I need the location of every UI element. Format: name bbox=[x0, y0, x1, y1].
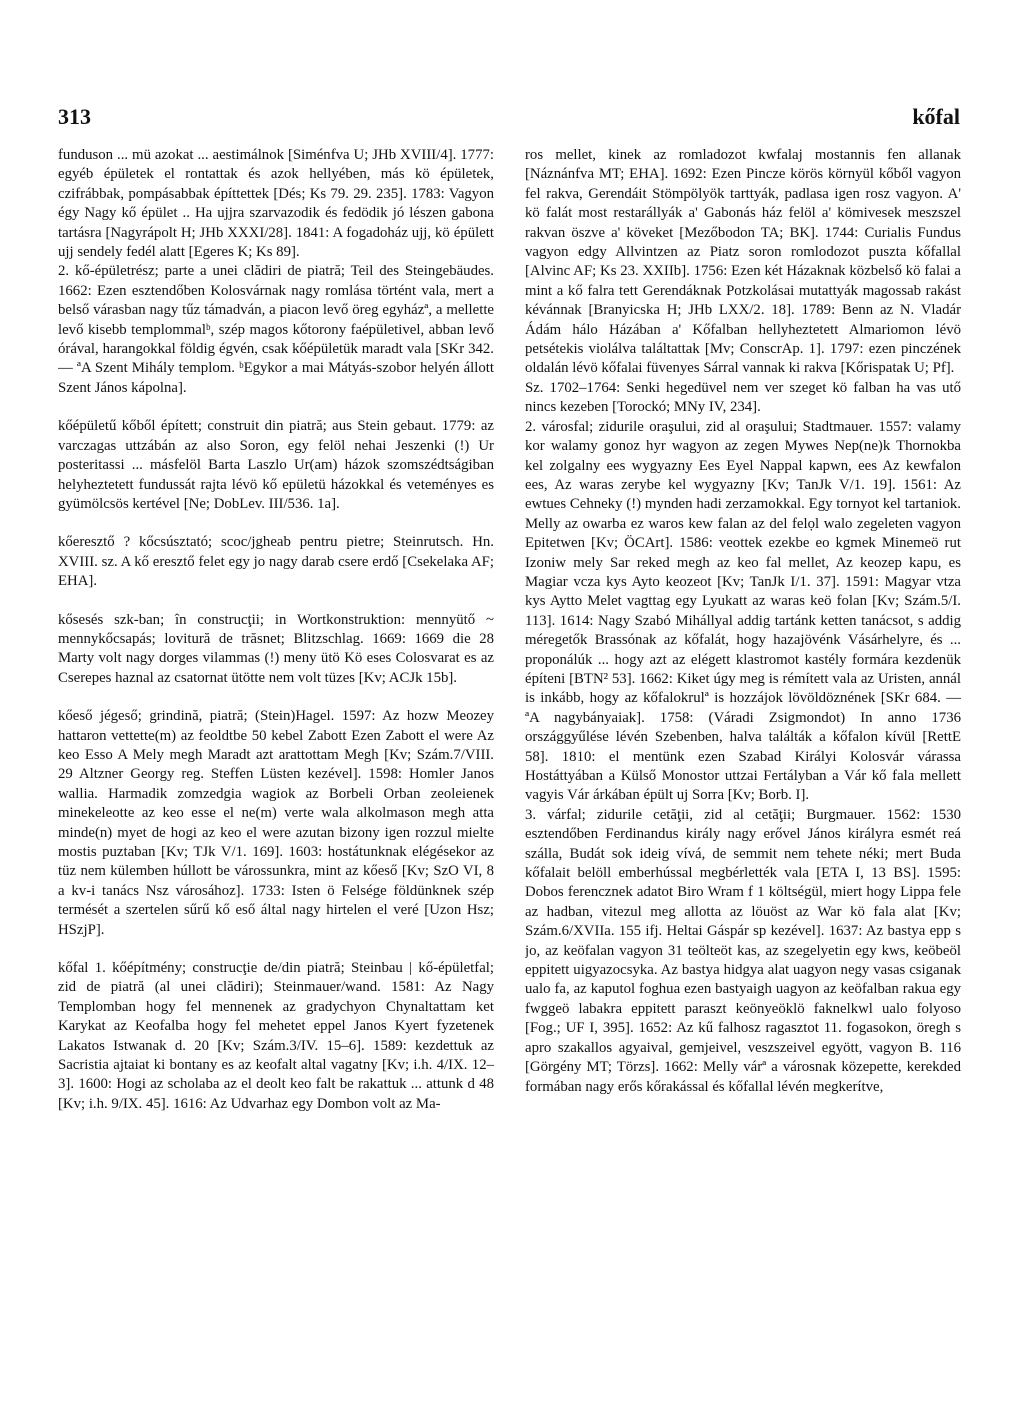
dictionary-entry: kősesés szk-ban; în construcţii; in Wortkonstruktion: mennyütő ~ mennykőcsapás; lovitură de trăsnet; Blitzschlag. 1669: 1669 die 28 Marty volt nagy dorges vilammas (!) meny ütö Kö eses Colosvarat es az Cserepes haznal az csatornat ütötte nem volt tüzes [Kv; ACJk 15b]. bbox=[58, 611, 494, 686]
dictionary-entry: ros mellet, kinek az romladozot kwfalaj mostannis fen allanak [Náznánfva MT; EHA]. 1692: Ezen Pincze körös környül kőből vagyon fel rakva, Gerendáit Stömpölyök tarttyák, padlasa igen rosz vagyon. A' kö falát most restarállyák a' Gabonás ház felöl a' kömivesek meszszel rakvan öszve a' köveket [Mezőbodon TA; BK]. 1744: Curialis Fundus vagyon edgy Allvintzen az Piatz soron romlodozot puszta kőfallal [Alvinc AF; Ks 23. XXIIb]. 1756: Ezen két Házaknak közbelső kö falai a mint a kő falra tett Gerendáknak Potzkolásai mutattyák magossab rakást kévánnak [Branyicska H; JHb LXX/2. 18]. 1789: Benn az N. Vladár Ádám hálo Házában a' Kőfalban hellyheztetett Almariomon lévö petsétekis violálva találtattak [Mv; ConscrAp. 1]. 1797: ezen pinczének oldalán lévö kőfalai füvenyes Sárral vannak ki rakva [Kőrispatak U; Pf]. bbox=[525, 147, 961, 377]
running-headword: kőfal bbox=[912, 104, 960, 129]
dictionary-entry: 2. városfal; zidurile oraşului, zid al oraşului; Stadtmauer. 1557: valamy kor walamy gonoz hyr wagyon az zegen Mywes Nep(ne)k Thornokba kel zolgalny ees wygyazny Ees Eyel Nappal kapwn, ees Az kewfalon ees, Az waras zerybe kel wygyazny [Kv; TanJk V/1. 19]. 1561: Az ewtues Cehneky (!) mynden hadi zerzamokkal. Egy tornyot kel tartaniok. Melly az owarba ez waros kew falan az del felọl walo zegeleten vagyon Epitetwen [Kv; ÖCArt]. 1586: veottek ezekbe eo kgmek Minemeö rut Izoniw mely Sar reked megh az keo fal mellet, Az keozep kapu, es Magiar vcza kys Ayto keozeot [Kv; TanJk I/1. 37]. 1591: Magyar vtza kys Aytto Melet vagttag egy Lyukatt az waras keö folan [Kv; Szám.5/I. 113]. 1614: Nagy Szabó Mihállyal addig tartánk ketten tanácsot, s addig méregetők Brassónak az kőfalát, hogy hazajövénk Vásárhelyre, és ... proponálúk ... hogy azt az elégett klastromot kastély formára kezdenük építeni [BTN² 53]. 1662: Kiket úgy meg is rémített vala az Uristen, annál is inkább, hogy az kőfalokrulª is hozzájok lövöldöznének [SKr 684. — ªA nagybányaiak]. 1758: (Váradi Zsigmondot) In anno 1736 országgyűlése lévén Szebenben, halva találták a kőfalon kívül [RettE 58]. 1810: el mentünk ezen Szabad Királyi Kolosvár várassa Hostáttyában a Külső Monostor uttzai Fertályban a Vár kő fala mellett vagyis Vár árkában épült uj Sorra [Kv; Borb. I]. bbox=[525, 418, 961, 804]
dictionary-entry: funduson ... mü azokat ... aestimálnok [Siménfva U; JHb XVIII/4]. 1777: egyéb épületek el rontattak és azok hellyében, más kö épületek, czifrábbak, pompásabbak építtettek [Dés; Ks 79. 29. 235]. 1783: Vagyon égy Nagy kő épület .. Ha ujjra szarvazodik és fedödik jó lészen gabona tartásra [Nagyrápolt H; JHb XXXI/28]. 1841: A fogadoház ujj, kö épülett ujj sendely fedél alatt [Egeres K; Ks 89]. bbox=[58, 147, 494, 261]
dictionary-entry: 2. kő-épületrész; parte a unei clădiri de piatră; Teil des Steingebäudes. 1662: Ezen esztendőben Kolosvárnak nagy romlása történt vala, mert a belső várasban nagy tűz támadván, a piacon levő öreg egyházª, a mellette levő kisebb templommalᵇ, szép magos kőtorony faépületivel, abban levő órával, harangokkal földig égvén, csak kőépületük maradt vala [SKr 342. — ªA Szent Mihály templom. ᵇEgykor a mai Mátyás-szobor helyén állott Szent János kápolna]. bbox=[58, 263, 494, 396]
dictionary-entry: kőeresztő ? kőcsúsztató; scoc/jgheab pentru pietre; Steinrutsch. Hn. XVIII. sz. A kő eresztő felet egy jo nagy darab csere erdő [Csekelaka AF; EHA]. bbox=[58, 534, 494, 590]
dictionary-entry: kőfal 1. kőépítmény; construcţie de/din piatră; Steinbau | kő-épületfal; zid de piatră (al unei clădiri); Steinmauer/wand. 1581: Az Nagy Templomban hogy fel mennenek az gradychyon Chynaltattam ket Karykat az Keofalba hogy fel mehetet eppel Janos Kyert fyzetenek Lakatos Istwanak d. 20 [Kv; Szám.3/IV. 15–6]. 1589: kezdettuk az Sacristia ajtaiat ki bontany es az keofalt altal vagatny [Kv; i.h. 4/IX. 12–3]. 1600: Hogi az scholaba az el deolt keo falt be rakattuk ... attunk d 48 [Kv; i.h. 9/IX. 45]. 1616: Az Udvarhaz egy Dombon volt az Ma- bbox=[58, 960, 494, 1112]
dictionary-entry: kőépületű kőből épített; construit din piatră; aus Stein gebaut. 1779: az varczagas uttzábán az also Soron, egy felöl nehai Jeszenki (!) Ur posteritassi ... másfelöl Barta Laszlo Ur(am) házok szomszédtságiban helyheztetett fundussát rajta lévö kő epületü házokkal és veteményes es gyümölcsös kertével [Ne; DobLev. III/536. 1a]. bbox=[58, 418, 494, 512]
dictionary-entry: Sz. 1702–1764: Senki hegedüvel nem ver szeget kö falban ha vas utő nincs kezeben [Torockó; MNy IV, 234]. bbox=[525, 379, 961, 416]
page-number: 313 bbox=[58, 104, 91, 129]
left-column bbox=[58, 146, 494, 1396]
dictionary-entry: 3. várfal; zidurile cetăţii, zid al cetăţii; Burgmauer. 1562: 1530 esztendőben Ferdinandus király nagy erővel János királyra esmét reá szálla, Budát sok ideig vívá, de semmit nem tehete néki; mert Buda kőfalait belöll emberhússal megbérlették vala [ETA I, 13 BS]. 1595: Dobos ferencznek adatot Biro Wram f 1 költségül, miert hogy Lippa fele az hadban, vitezul meg allotta az löuöst az War kö fala alat [Kv; Szám.6/XVIIa. 155 ifj. Heltai Gáspár sp kezével]. 1637: Az bastya epp s jo, az keöfalan vagyon 31 teölteöt kas, az szegelyetin egy kws, keöbeöl eppitett uigyazocsyka. Az bastya hidgya alat uagyon negy vasas csiganak ualo fa, az kaputol foghua ezen bastyaigh uagyon az keöfalban rakua egy fwggeö labakra eppitett paraszt keönyeöklö faknelkwl ualo folyoso [Fog.; UF I, 395]. 1652: Az kű falhosz ragasztot 11. fogasokon, öregh s apro szakallos agyaival, gemjeivel, veszszeivel egyött, vagyon B. 116 [Görgény MT; Törzs]. 1662: Melly várª a városnak közepette, kerekded formában nagy erős kőrakással és kőfallal lévén megkerítve, bbox=[525, 806, 961, 1095]
page-header bbox=[58, 104, 960, 130]
right-column bbox=[525, 146, 961, 1396]
dictionary-entry: kőeső jégeső; grindină, piatră; (Stein)Hagel. 1597: Az hozw Meozey hattaron vettette(m) az feoldtbe 50 kebel Zabott Ezen Zabott el were Az keo Esso A Mely megh Maradt azt arattottam Megh [Kv; Szám.7/VIII. 29 Altzner Georgy reg. Steffen Lüsten kezével]. 1598: Homler Janos wallia. Harmadik zomzedgia wagiok az Borbeli Orban zeoleienek minekeleotte az keo esse el ne(m) verte wala alkolmason megh atta minde(n) myet de hogi az keo el were azutan bizony igen rozzul mielte mostis puztaban [Kv; TJk V/1. 169]. 1603: hostátunknak elégésekor az tüz nem külemben húllott be várossunkra, mint az kőeső [Kv; SzO VI, 8 a kv-i tanács Nsz városához]. 1733: Isten ö Felsége földünknek szép termését a szertelen sűrű kő eső által nagy hirtelen el veré [Uzon Hsz; HSzjP]. bbox=[58, 708, 494, 938]
